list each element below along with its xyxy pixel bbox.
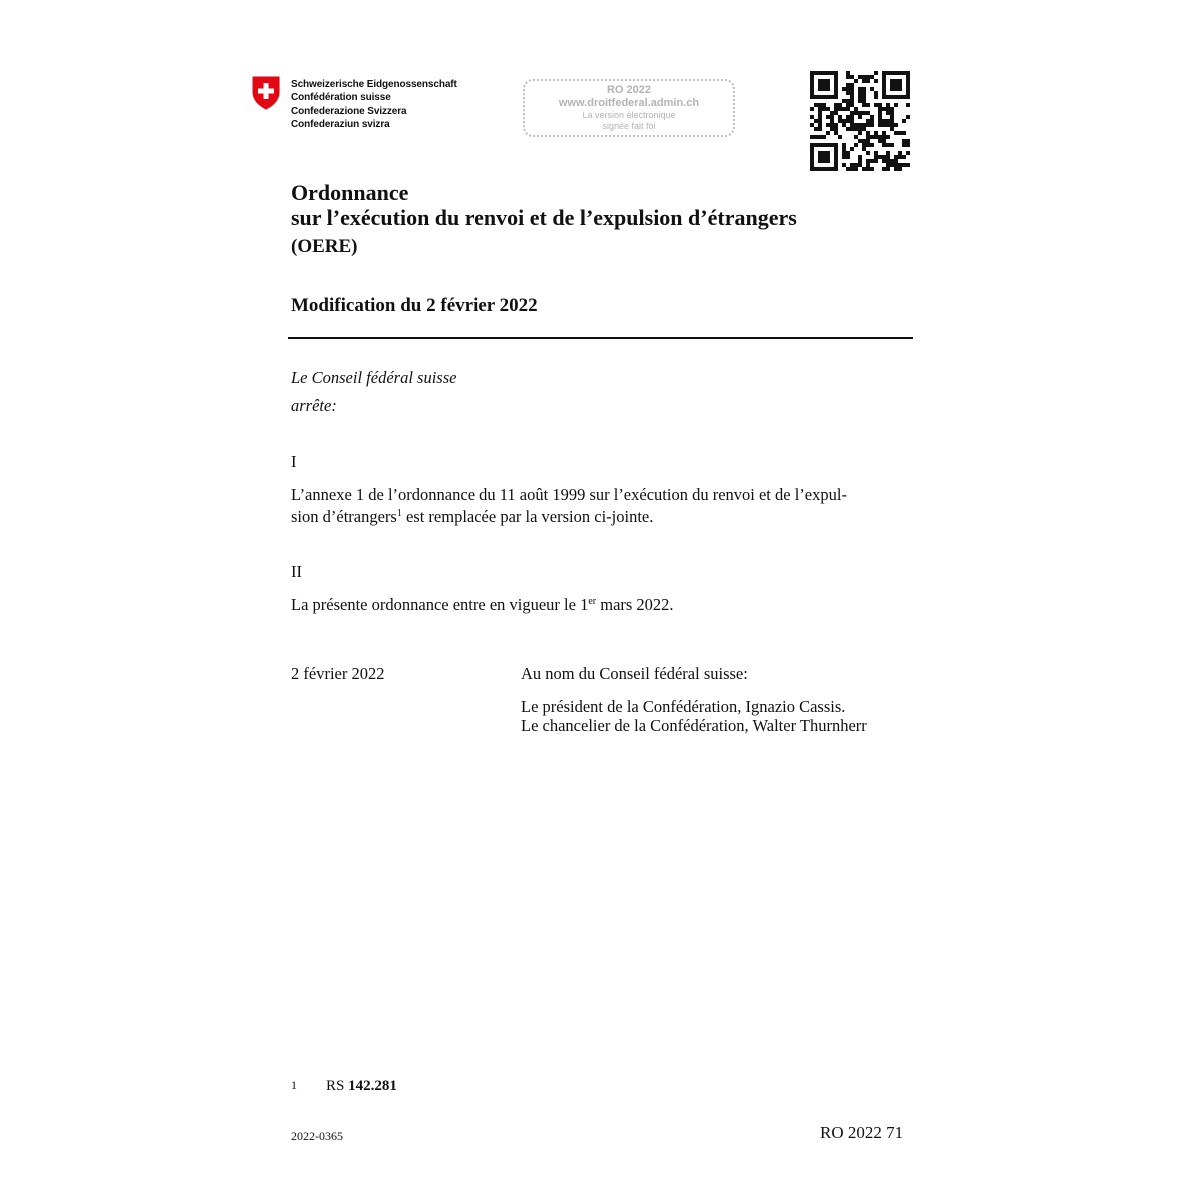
swiss-coat-of-arms-icon [252,76,280,110]
title-abbreviation: (OERE) [291,236,358,257]
footnote-prefix: RS [326,1078,349,1094]
confederation-line-it: Confederazione Svizzera [291,105,407,117]
confederation-line-de: Schweizerische Eidgenossenschaft [291,79,457,90]
signature-chancellor: Le chancelier de la Confédération, Walter Thurnherr [521,716,867,735]
preamble-decrees: arrête: [291,396,337,415]
ordinal-suffix: er [588,596,597,607]
signature-on-behalf: Au nom du Conseil fédéral suisse: [521,664,748,683]
stamp-note-1: La version électronique [582,110,676,120]
signature-date: 2 février 2022 [291,664,385,683]
section-2-text-part-b: mars 2022. [596,595,674,614]
stamp-ro-year: RO 2022 [606,84,652,96]
modification-date: Modification du 2 février 2022 [291,295,538,316]
document-number: 2022-0365 [291,1129,343,1143]
signature-president: Le président de la Confédération, Ignazio Cassis. [521,697,846,716]
confederation-line-rm: Confederaziun svizra [291,118,390,130]
section-2-text-part-a: La présente ordonnance entre en vigueur le 1 [291,595,589,614]
section-1-text-part-b: est remplacée par la version ci-jointe. [401,507,654,526]
footnote-text [326,1078,397,1095]
ro-reference: RO 2022 71 [820,1123,904,1142]
section-2-text [291,594,674,616]
preamble-council: Le Conseil fédéral suisse [291,368,457,387]
section-1-text-line-1: L’annexe 1 de l’ordonnance du 11 août 1999 sur l’exécution du renvoi et de l’expul- [291,485,847,504]
stamp-note-2: signée fait foi [602,121,656,131]
qr-code-icon [810,71,910,171]
confederation-names [291,78,457,131]
electronic-signature-stamp [523,79,735,137]
section-1-numeral: I [291,452,297,471]
footnote-reference[interactable]: 1 [396,508,402,519]
stamp-website: www.droitfederal.admin.ch [558,97,700,109]
title-ordonnance: Ordonnance [291,180,409,205]
section-1-text-line-2 [291,506,653,528]
title-divider [288,337,913,339]
footnote-rs-number[interactable]: 142.281 [348,1078,397,1094]
footnote-number: 1 [291,1078,297,1092]
confederation-line-fr: Confédération suisse [291,92,391,104]
title-subject: sur l’exécution du renvoi et de l’expulsion d’étrangers [291,205,797,230]
section-1-text-part-a: sion d’étrangers [291,507,397,526]
section-2-numeral: II [291,562,302,581]
